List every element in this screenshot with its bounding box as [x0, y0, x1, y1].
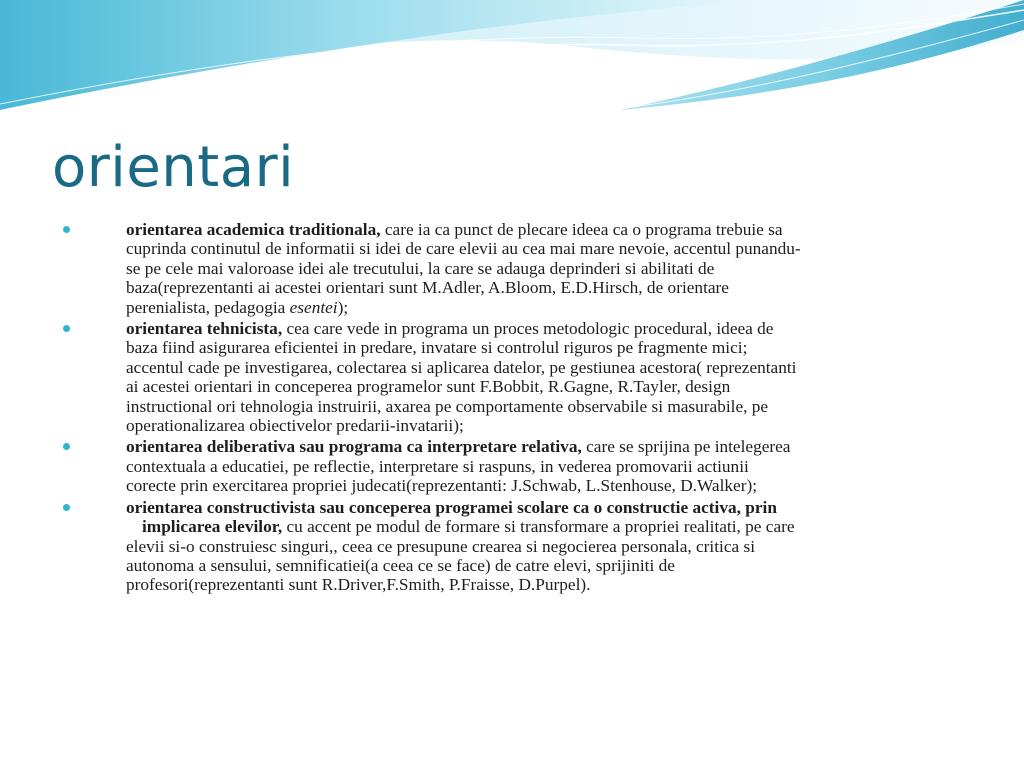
bullet-emphasis: esentei	[289, 297, 338, 317]
bullet-line: baza(reprezentanti ai acestei orientari sunt M.Adler, A.Bloom, E.D.Hirsch, de orientare	[126, 278, 729, 298]
bullet-line: contextuala a educatiei, pe reflectie, interpretare si raspuns, in vederea promovarii actiunii	[126, 456, 749, 476]
bullet-lead: orientarea academica traditionala,	[126, 220, 381, 239]
bullet-line: profesori(reprezentanti sunt R.Driver,F.Smith, P.Fraisse, D.Purpel).	[126, 575, 591, 595]
bullet-line	[126, 220, 970, 239]
bullet-list	[60, 220, 970, 597]
bullet-dot-icon	[63, 226, 70, 233]
bullet-dot-icon	[63, 504, 70, 511]
bullet-text: care se sprijina pe intelegerea	[581, 437, 791, 457]
bullet-line: elevii si-o construiesc singuri,, ceea ce presupune crearea si negocierea personala, critica si	[126, 536, 756, 556]
bullet-line: accentul cade pe investigarea, colectarea si aplicarea datelor, pe gestiunea acestora( reprezentanti	[126, 357, 797, 377]
bullet-line: se pe cele mai valoroase idei ale trecutului, la care se adauga deprinderi si abilitati de	[126, 258, 715, 278]
bullet-line	[126, 319, 970, 338]
bullet-line: operationalizarea obiectivelor predarii-invatarii);	[126, 416, 464, 436]
bullet-dot-icon	[63, 325, 70, 332]
bullet-item-academic	[60, 220, 970, 317]
bullet-line: cuprinda continutul de informatii si idei de care elevii au cea mai mare nevoie, accentul punandu-	[126, 239, 801, 259]
bullet-line: corecte prin exercitarea propriei judecati(reprezentanti: J.Schwab, L.Stenhouse, D.Walker);	[126, 476, 758, 496]
bullet-line: instructional ori tehnologia instruirii, axarea pe comportamente observabile si masurabile, pe	[126, 396, 769, 416]
bullet-text: cu accent pe modul de formare si transformare a propriei realitati, pe care	[282, 517, 795, 537]
bullet-item-deliberative	[60, 437, 970, 495]
bullet-item-technicist	[60, 319, 970, 435]
bullet-text: care ia ca punct de plecare ideea ca o programa trebuie sa	[380, 220, 783, 239]
slide-title: orientari	[52, 135, 295, 200]
bullet-lead: implicarea elevilor,	[142, 517, 283, 537]
bullet-lead: orientarea constructivista sau conceperea programei scolare ca o constructie activa, prin	[126, 497, 777, 517]
bullet-text: );	[337, 297, 349, 317]
bullet-line: autonoma a sensului, semnificatiei(a ceea ce se face) de catre elevi, sprijiniti de	[126, 555, 675, 575]
bullet-line: ai acestei orientari in conceperea programelor sunt F.Bobbit, R.Gagne, R.Tayler, design	[126, 377, 731, 397]
bullet-lead: orientarea tehnicista,	[126, 319, 283, 339]
bullet-dot-icon	[63, 443, 70, 450]
bullet-line	[126, 498, 970, 517]
bullet-line	[126, 517, 970, 536]
bullet-text: perenialista, pedagogia	[126, 297, 290, 317]
bullet-line	[126, 437, 970, 456]
bullet-item-constructivist	[60, 498, 970, 595]
bullet-lead: orientarea deliberativa sau programa ca interpretare relativa,	[126, 437, 582, 457]
wave-header-decoration	[0, 0, 1024, 130]
bullet-line: baza fiind asigurarea eficientei in predare, invatare si controlul riguros pe fragmente mici;	[126, 338, 748, 358]
bullet-line	[126, 298, 970, 317]
bullet-text: cea care vede in programa un proces metodologic procedural, ideea de	[282, 319, 774, 339]
